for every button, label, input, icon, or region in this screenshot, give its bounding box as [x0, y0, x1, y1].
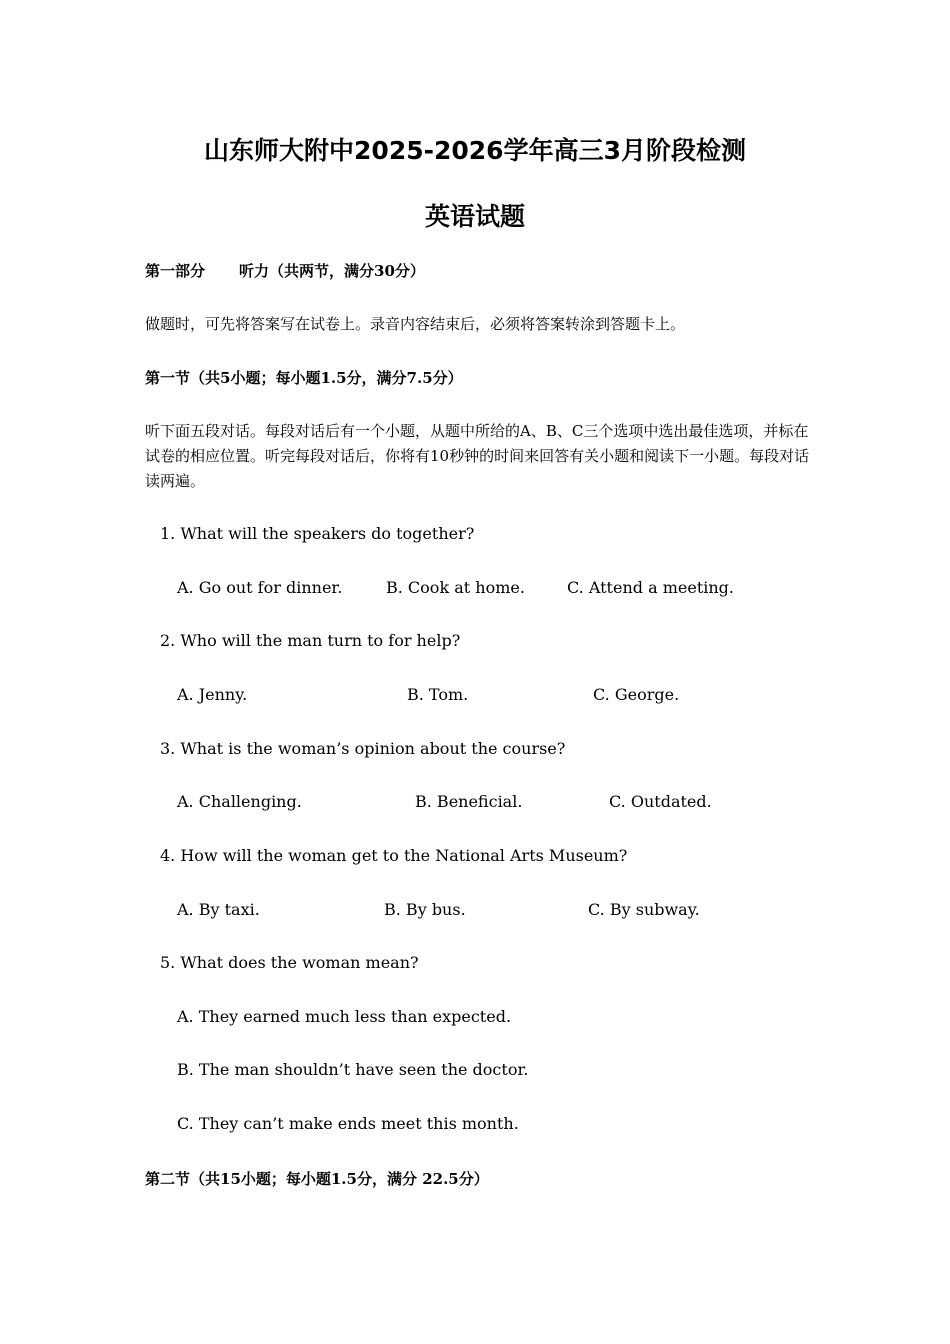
question-2-option-b: B. Tom.: [407, 685, 469, 704]
question-1-option-c: C. Attend a meeting.: [567, 578, 734, 597]
question-2-option-a: A. Jenny.: [177, 685, 248, 704]
question-5-option-b: B. The man shouldn’t have seen the doctor.: [177, 1060, 529, 1079]
part-one-title: 听力（共两节，满分30分）: [239, 262, 425, 280]
exam-title: 山东师大附中2025-2026学年高三3月阶段检测: [204, 136, 746, 165]
question-3-option-b: B. Beneficial.: [415, 792, 523, 811]
question-4-option-a: A. By taxi.: [177, 900, 260, 919]
question-5-option-c: C. They can’t make ends meet this month.: [177, 1114, 519, 1133]
question-4-option-b: B. By bus.: [384, 900, 466, 919]
question-1-option-a: A. Go out for dinner.: [177, 578, 343, 597]
question-4-stem: 4. How will the woman get to the National Arts Museum?: [160, 846, 628, 865]
question-3-option-c: C. Outdated.: [609, 792, 712, 811]
question-1-stem: 1. What will the speakers do together?: [160, 524, 475, 543]
section-one-heading: 第一节（共5小题；每小题1.5分，满分7.5分）: [145, 369, 463, 387]
question-5-stem: 5. What does the woman mean?: [160, 953, 419, 972]
question-5-option-a: A. They earned much less than expected.: [177, 1007, 512, 1026]
question-2-stem: 2. Who will the man turn to for help?: [160, 631, 461, 650]
section-two-heading: 第二节（共15小题；每小题1.5分，满分 22.5分）: [145, 1170, 489, 1188]
question-3-option-a: A. Challenging.: [177, 792, 302, 811]
question-4-option-c: C. By subway.: [588, 900, 700, 919]
exam-subject-title: 英语试题: [424, 202, 525, 231]
question-1-option-b: B. Cook at home.: [386, 578, 525, 597]
part-one-label: 第一部分: [145, 262, 206, 280]
question-3-stem: 3. What is the woman’s opinion about the course?: [160, 739, 566, 758]
general-instruction: 做题时，可先将答案写在试卷上。录音内容结束后，必须将答案转涂到答题卡上。: [145, 315, 686, 333]
section-one-directions: 听下面五段对话。每段对话后有一个小题，从题中所给的A、B、C三个选项中选出最佳选项，并标在试卷的相应位置。听完每段对话后，你将有10秒钟的时间来回答有关小题和阅读下一小题。每段对话读两遍。: [145, 422, 810, 490]
part-one-heading: [145, 261, 425, 281]
question-2-option-c: C. George.: [593, 685, 680, 704]
